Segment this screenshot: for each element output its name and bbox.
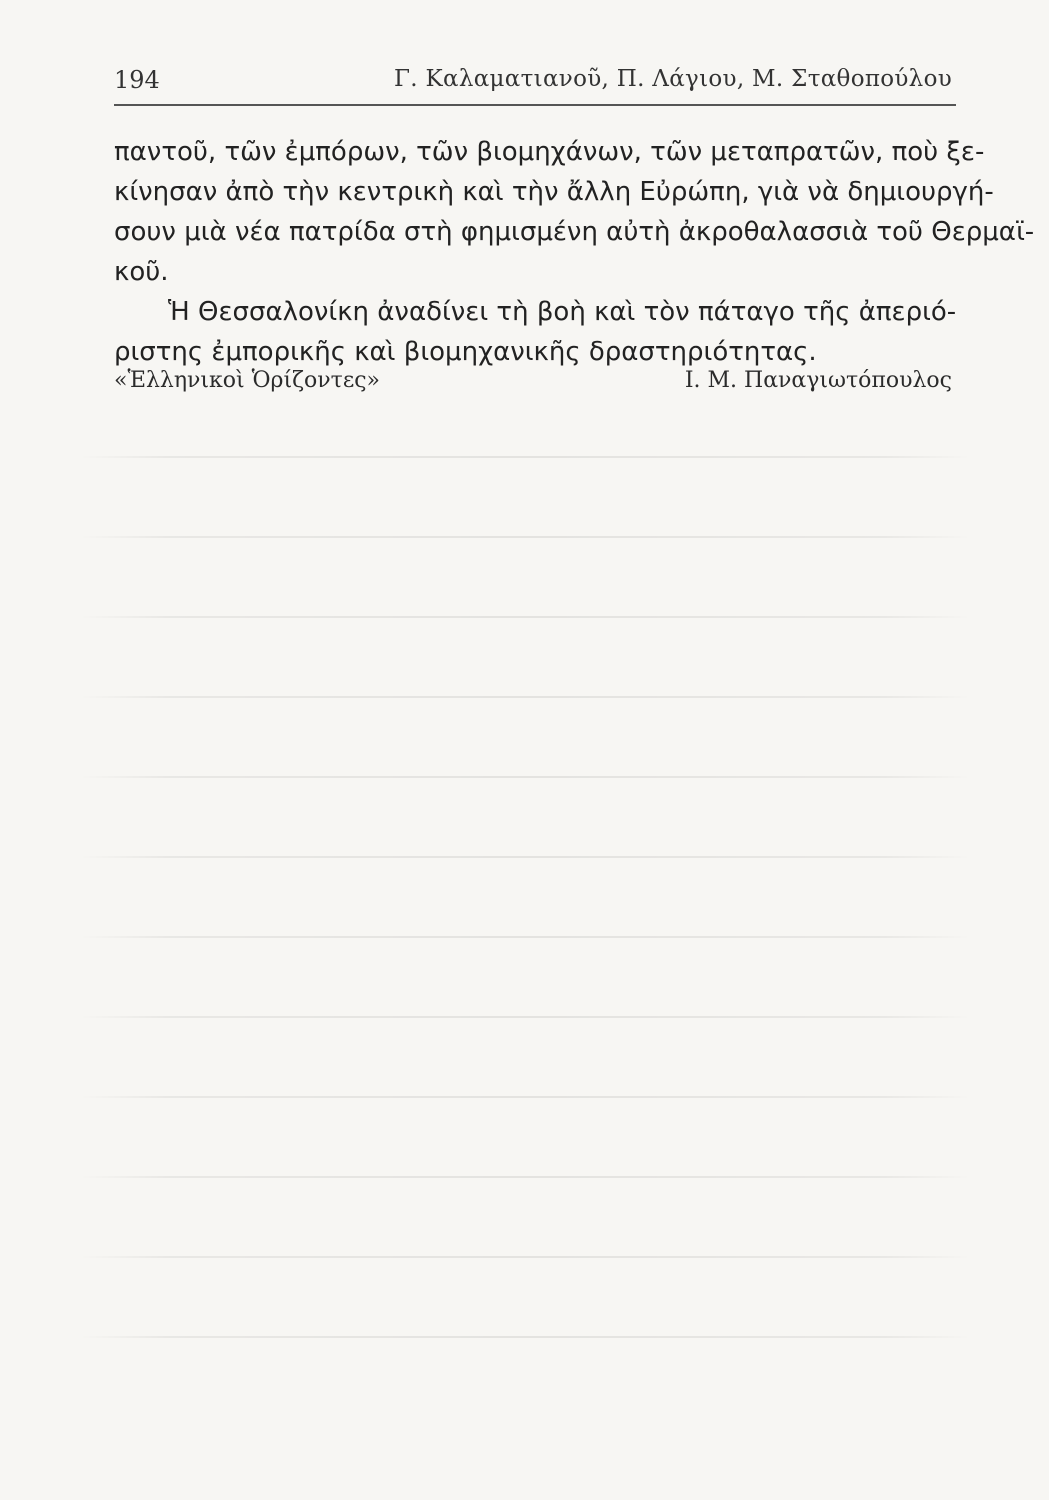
text-line: κοῦ. — [114, 257, 169, 287]
attribution-author: Ι. Μ. Παναγιωτόπουλος — [684, 368, 952, 393]
show-through-line — [80, 776, 970, 778]
attribution-source: «Ἑλληνικοὶ Ὁρίζοντες» — [114, 368, 381, 393]
text-line: κίνησαν ἀπὸ τὴν κεντρικὴ καὶ τὴν ἄλλη Εὐρώπη, γιὰ νὰ δημιουργή- — [114, 177, 994, 207]
page-number: 194 — [114, 66, 160, 94]
show-through-line — [80, 696, 970, 698]
show-through-line — [80, 1096, 970, 1098]
attribution — [114, 368, 952, 398]
show-through-line — [80, 1176, 970, 1178]
show-through-line — [80, 1256, 970, 1258]
page-header — [114, 66, 952, 102]
show-through-line — [80, 1336, 970, 1338]
header-rule — [114, 104, 956, 106]
text-line: σουν μιὰ νέα πατρίδα στὴ φημισμένη αὐτὴ ἀκροθαλασσιὰ τοῦ Θερμαϊ- — [114, 217, 1035, 247]
text-line: ριστης ἐμπορικῆς καὶ βιομηχανικῆς δραστηριότητας. — [114, 337, 817, 367]
show-through-line — [80, 856, 970, 858]
paragraph-1 — [114, 132, 1035, 292]
body-text — [114, 132, 1035, 372]
show-through-line — [80, 1016, 970, 1018]
show-through-line — [80, 536, 970, 538]
paragraph-2 — [114, 292, 959, 372]
text-line: παντοῦ, τῶν ἐμπόρων, τῶν βιομηχάνων, τῶν μεταπρατῶν, ποὺ ξε- — [114, 137, 985, 167]
running-head: Γ. Καλαματιανοῦ, Π. Λάγιου, Μ. Σταθοπούλου — [394, 66, 952, 92]
show-through-line — [80, 936, 970, 938]
show-through-line — [80, 456, 970, 458]
text-line: Ἡ Θεσσαλονίκη ἀναδίνει τὴ βοὴ καὶ τὸν πάταγο τῆς ἀπεριό- — [168, 297, 957, 327]
show-through-line — [80, 616, 970, 618]
